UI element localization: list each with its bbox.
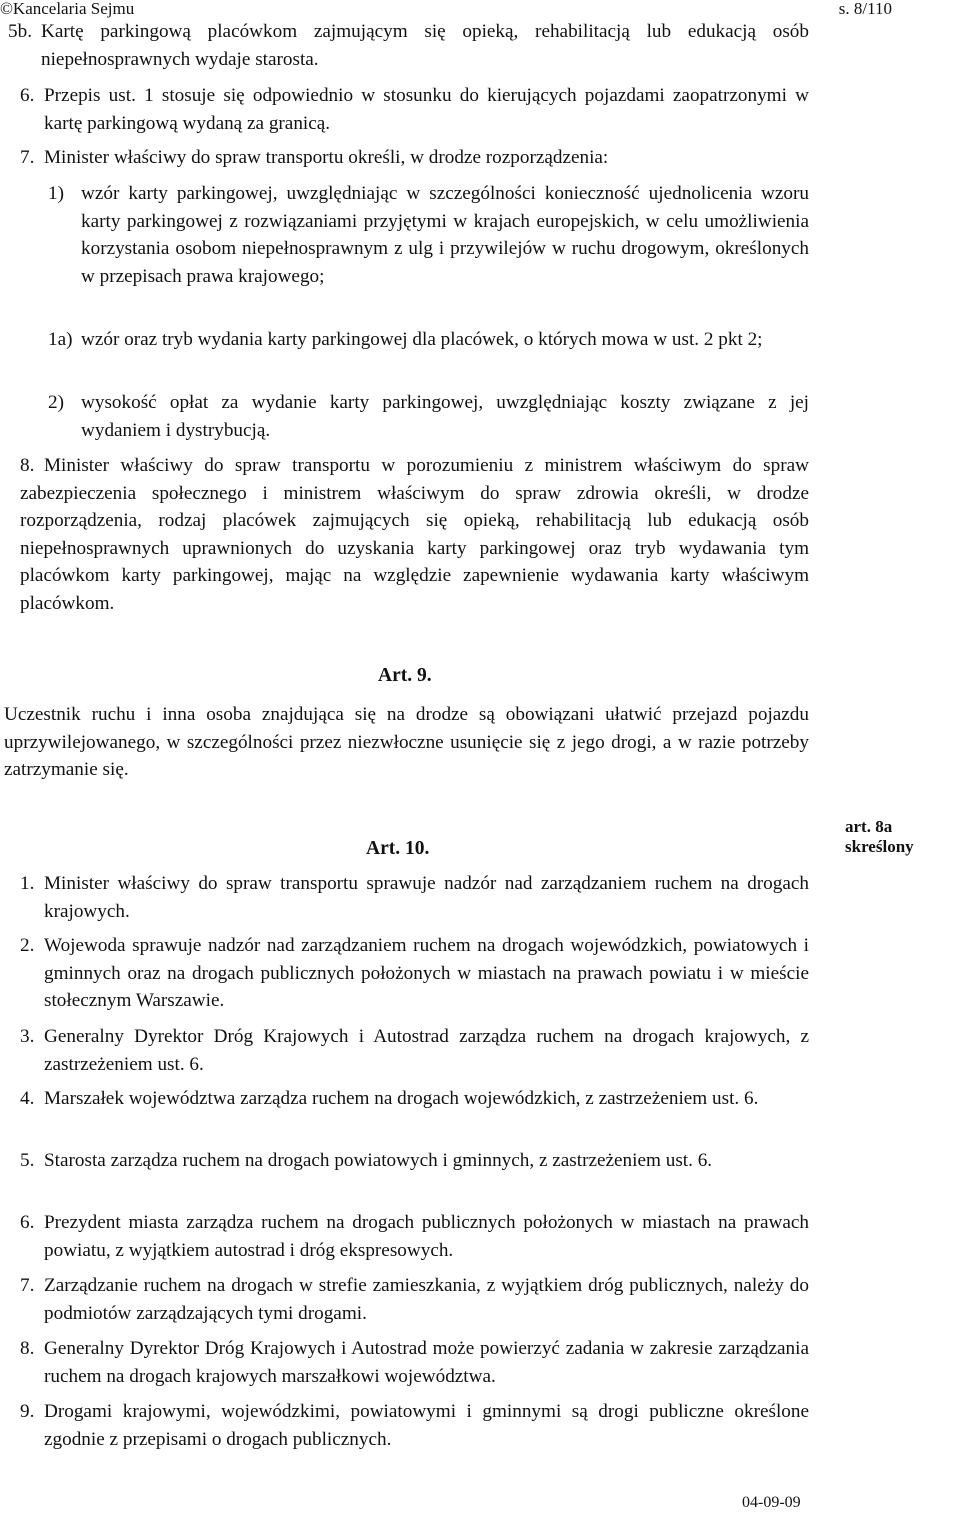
paragraph-5b	[8, 18, 809, 73]
paragraph-text: Minister właściwy do spraw transportu określi, w drodze rozporządzenia:	[44, 147, 609, 168]
art10-paragraph-7	[20, 1272, 809, 1327]
paragraph-number: 9.	[20, 1401, 35, 1422]
paragraph-text: Generalny Dyrektor Dróg Krajowych i Autostrad może powierzyć zadania w zakresie zarządzania ruchem na drogach krajowych marszałkowi województwa.	[44, 1338, 809, 1387]
paragraph-number: 1.	[20, 873, 35, 894]
paragraph-text: Kartę parkingową placówkom zajmującym się opieką, rehabilitacją lub edukacją osób niepełnosprawnych wydaje starosta.	[41, 21, 809, 70]
list-item-number: 1)	[48, 183, 64, 204]
paragraph-7	[20, 144, 809, 172]
paragraph-number: 8.	[20, 455, 35, 476]
paragraph-6	[20, 82, 809, 137]
paragraph-number: 2.	[20, 935, 35, 956]
paragraph-number: 5.	[20, 1150, 35, 1171]
art10-paragraph-5	[20, 1147, 809, 1175]
paragraph-number: 7.	[20, 147, 35, 168]
header-source: ©Kancelaria Sejmu	[0, 0, 135, 18]
paragraph-text: Starosta zarządza ruchem na drogach powiatowych i gminnych, z zastrzeżeniem ust. 6.	[44, 1150, 713, 1171]
list-item-number: 2)	[48, 392, 64, 413]
article-10-title: Art. 10.	[366, 838, 430, 859]
paragraph-text: Generalny Dyrektor Dróg Krajowych i Autostrad zarządza ruchem na drogach krajowych, z zastrzeżeniem ust. 6.	[44, 1026, 809, 1075]
footer-date: 04-09-09	[742, 1494, 801, 1511]
header-page-number: s. 8/110	[838, 0, 892, 18]
paragraph-number: 4.	[20, 1088, 35, 1109]
art10-paragraph-3	[20, 1023, 809, 1078]
paragraph-number: 8.	[20, 1338, 35, 1359]
paragraph-text: Prezydent miasta zarządza ruchem na drogach publicznych położonych w miastach na prawach powiatu, z wyjątkiem autostrad i dróg ekspresowych.	[44, 1212, 809, 1261]
article-9-title: Art. 9.	[378, 665, 432, 686]
paragraph-text: Wojewoda sprawuje nadzór nad zarządzaniem ruchem na drogach wojewódzkich, powiatowych i gminnych oraz na drogach publicznych położonych w miastach na prawach powiatu i w mieście stołecznym Warszawie.	[44, 935, 809, 1011]
paragraph-text: Zarządzanie ruchem na drogach w strefie zamieszkania, z wyjątkiem dróg publicznych, należy do podmiotów zarządzających tymi drogami.	[44, 1275, 809, 1324]
paragraph-text: Drogami krajowymi, wojewódzkimi, powiatowymi i gminnymi są drogi publiczne określone zgodnie z przepisami o drogach publicznych.	[44, 1401, 809, 1450]
paragraph-number: 6.	[20, 1212, 35, 1233]
list-item-1	[48, 180, 809, 290]
art10-paragraph-9	[20, 1398, 809, 1453]
art10-paragraph-1	[20, 870, 809, 925]
list-item-1a	[48, 326, 809, 354]
art10-paragraph-8	[20, 1335, 809, 1390]
paragraph-number: 3.	[20, 1026, 35, 1047]
paragraph-number: 5b.	[8, 21, 32, 42]
paragraph-8	[20, 452, 809, 617]
paragraph-number: 7.	[20, 1275, 35, 1296]
paragraph-text: Marszałek województwa zarządza ruchem na drogach wojewódzkich, z zastrzeżeniem ust. 6.	[44, 1088, 759, 1109]
list-item-text: wysokość opłat za wydanie karty parkingowej, uwzględniając koszty związane z jej wydaniem i dystrybucją.	[81, 392, 809, 441]
art10-paragraph-6	[20, 1209, 809, 1264]
margin-note: art. 8a skreślony	[845, 817, 914, 856]
list-item-text: wzór karty parkingowej, uwzględniając w szczególności konieczność ujednolicenia wzoru karty parkingowej z rozwiązaniami przyjętymi w krajach europejskich, w celu umożliwienia korzystania osobom niepełnosprawnym z ulg i przywilejów w ruchu drogowym, określonych w przepisach prawa krajowego;	[81, 183, 809, 287]
paragraph-text: Minister właściwy do spraw transportu w porozumieniu z ministrem właściwym do spraw zabezpieczenia społecznego i ministrem właściwym do spraw zdrowia określi, w drodze rozporządzenia, rodzaj placówek zajmujących się opieką, rehabilitacją lub edukacją osób niepełnosprawnych uprawnionych do uzyskania karty parkingowej oraz tryb wydawania tym placówkom karty parkingowej, mając na względzie zapewnienie wydawania karty właściwym placówkom.	[20, 455, 809, 614]
paragraph-text: Przepis ust. 1 stosuje się odpowiednio w stosunku do kierujących pojazdami zaopatrzonymi w kartę parkingową wydaną za granicą.	[44, 85, 809, 134]
paragraph-text: Minister właściwy do spraw transportu sprawuje nadzór nad zarządzaniem ruchem na drogach krajowych.	[44, 873, 809, 922]
paragraph-number: 6.	[20, 85, 35, 106]
list-item-text: wzór oraz tryb wydania karty parkingowej dla placówek, o których mowa w ust. 2 pkt 2;	[81, 329, 763, 350]
article-9-text: Uczestnik ruchu i inna osoba znajdująca się na drodze są obowiązani ułatwić przejazd pojazdu uprzywilejowanego, w szczególności przez niezwłoczne usunięcie się z jego drogi, a w razie potrzeby zatrzymanie się.	[4, 704, 809, 780]
list-item-number: 1a)	[48, 329, 73, 350]
art10-paragraph-2	[20, 932, 809, 1015]
list-item-2	[48, 389, 809, 444]
art10-paragraph-4	[20, 1085, 809, 1113]
